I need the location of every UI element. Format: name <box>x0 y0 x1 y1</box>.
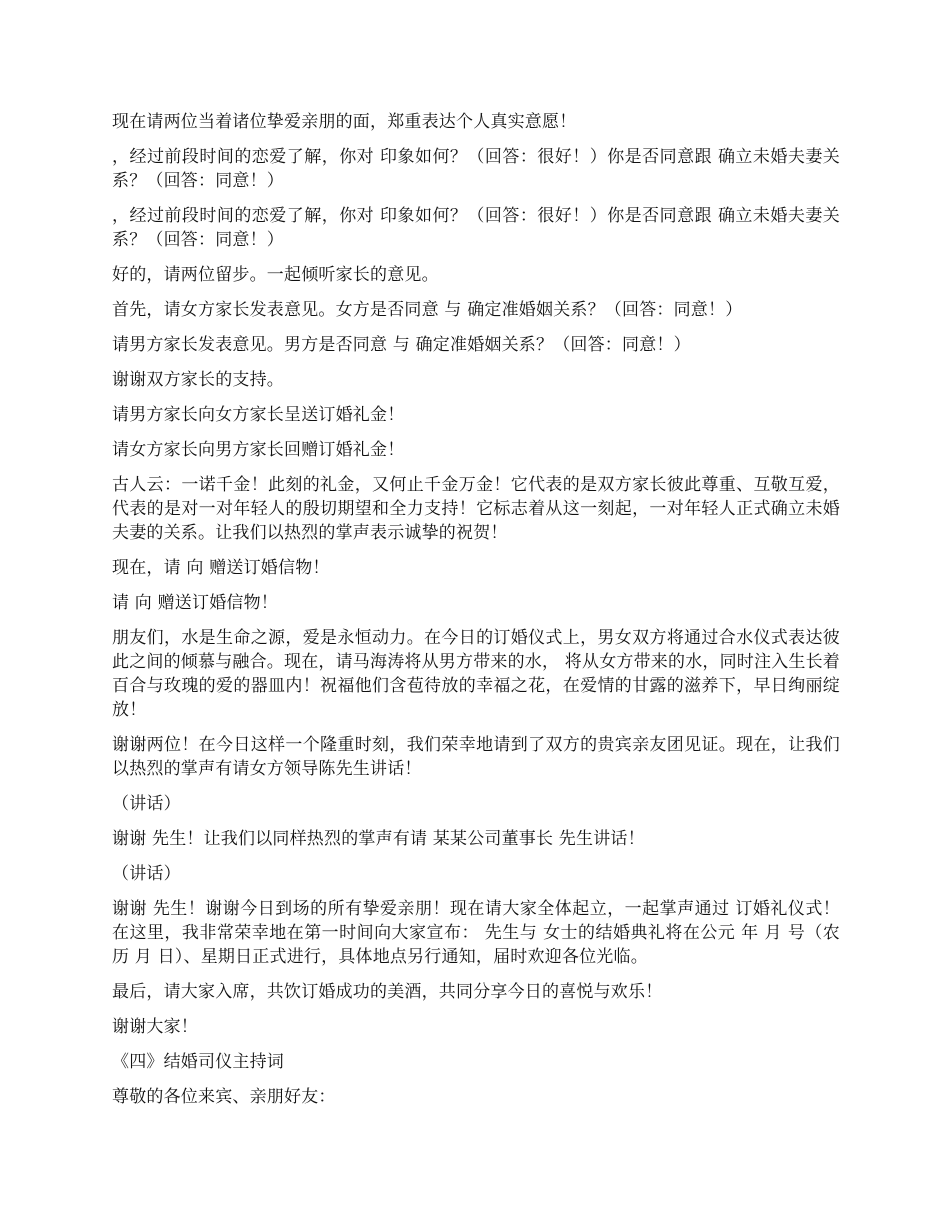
paragraph: 古人云：一诺千金！此刻的礼金，又何止千金万金！它代表的是双方家长彼此尊重、互敬互爱，代表的是对一对年轻人的殷切期望和全力支持！它标志着从这一刻起，一对年轻人正式确立未婚夫妻的关系。让我们以热烈的掌声表示诚挚的祝贺！ <box>112 475 840 543</box>
paragraph: ，经过前段时间的恋爱了解，你对 印象如何？（回答：很好！）你是否同意跟 确立未婚夫妻关系？（回答：同意！） <box>112 206 840 250</box>
paragraph: 谢谢双方家长的支持。 <box>112 370 284 390</box>
paragraph: 好的，请两位留步。一起倾听家长的意见。 <box>112 265 439 285</box>
paragraph: 最后，请大家入席，共饮订婚成功的美酒，共同分享今日的喜悦与欢乐！ <box>112 982 663 1002</box>
paragraph: 首先，请女方家长发表意见。女方是否同意 与 确定准婚姻关系？（回答：同意！） <box>112 300 743 320</box>
paragraph: 谢谢 先生！谢谢今日到场的所有挚爱亲朋！现在请大家全体起立，一起掌声通过 订婚礼仪式！在这里，我非常荣幸地在第一时间向大家宣布： 先生与 女士的结婚典礼将在公元 年 月 号（农历 月 日）、星期日正式进行，具体地点另行通知，届时欢迎各位光临。 <box>112 899 840 967</box>
paragraph: 谢谢大家！ <box>112 1017 198 1037</box>
paragraph: 谢谢 先生！让我们以同样热烈的掌声有请 某某公司董事长 先生讲话！ <box>112 829 645 849</box>
paragraph: 请 向 赠送订婚信物！ <box>112 593 279 613</box>
paragraph: 现在，请 向 赠送订婚信物！ <box>112 558 330 578</box>
paragraph: ，经过前段时间的恋爱了解，你对 印象如何？（回答：很好！）你是否同意跟 确立未婚夫妻关系？（回答：同意！） <box>112 147 840 191</box>
section-heading: 《四》结婚司仪主持词 <box>112 1052 284 1072</box>
paragraph: 尊敬的各位来宾、亲朋好友： <box>112 1087 336 1107</box>
paragraph: 现在请两位当着诸位挚爱亲朋的面，郑重表达个人真实意愿！ <box>112 112 577 132</box>
paragraph: 请女方家长向男方家长回赠订婚礼金！ <box>112 440 405 460</box>
document-page <box>112 110 840 1120</box>
paragraph: 请男方家长向女方家长呈送订婚礼金！ <box>112 405 405 425</box>
paragraph: （讲话） <box>112 864 181 884</box>
paragraph: 谢谢两位！在今日这样一个隆重时刻，我们荣幸地请到了双方的贵宾亲友团见证。现在，让我们以热烈的掌声有请女方领导陈先生讲话！ <box>112 735 840 779</box>
paragraph: （讲话） <box>112 794 181 814</box>
paragraph: 朋友们，水是生命之源，爱是永恒动力。在今日的订婚仪式上，男女双方将通过合水仪式表达彼此之间的倾慕与融合。现在，请马海涛将从男方带来的水， 将从女方带来的水，同时注入生长着百合与玫瑰的爱的器皿内！祝福他们含苞待放的幸福之花，在爱情的甘露的滋养下，早日绚丽绽放！ <box>112 628 841 720</box>
paragraph: 请男方家长发表意见。男方是否同意 与 确定准婚姻关系？（回答：同意！） <box>112 335 691 355</box>
